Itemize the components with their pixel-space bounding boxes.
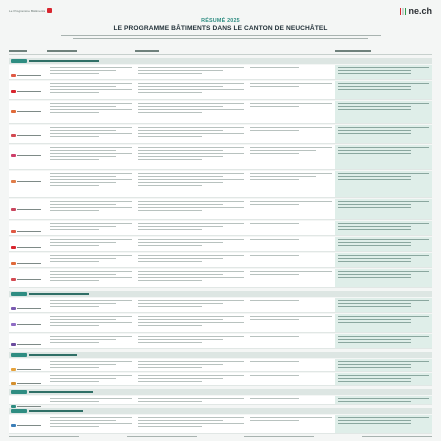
- canton-flag-icon: [400, 8, 407, 15]
- program-logo: [9, 8, 52, 13]
- table-row: [9, 221, 432, 236]
- measure-cell: [9, 125, 47, 143]
- subsidy-amount-cell: [335, 415, 432, 433]
- requirements-cell: [135, 314, 247, 332]
- table-header: [9, 48, 432, 55]
- table-row: [9, 237, 432, 252]
- conditions-cell: [47, 334, 135, 348]
- subsidy-amount-cell: [335, 359, 432, 371]
- requirements-cell: [135, 298, 247, 312]
- measure-code-badge: [11, 278, 16, 281]
- column-header-conditions: [47, 50, 135, 53]
- notes-cell: [247, 221, 335, 235]
- section-title: [29, 410, 83, 412]
- measure-cell: [9, 145, 47, 169]
- subsidy-amount-cell: [335, 65, 432, 79]
- table-row: [9, 199, 432, 220]
- measure-code-badge: [11, 110, 16, 113]
- requirements-cell: [135, 334, 247, 348]
- requirements-cell: [135, 359, 247, 371]
- section-header: [9, 58, 432, 64]
- section-header: [9, 408, 432, 414]
- notes-cell: [247, 269, 335, 287]
- table-row: [9, 415, 432, 434]
- table-row: [9, 269, 432, 288]
- section-header: [9, 291, 432, 297]
- notes-cell: [247, 253, 335, 267]
- column-header-measure: [9, 50, 47, 53]
- footer: [9, 436, 432, 437]
- requirements-cell: [135, 171, 247, 197]
- measure-code-badge: [11, 382, 16, 385]
- canton-logo: [400, 6, 432, 16]
- section-tag: [11, 59, 27, 63]
- conditions-cell: [47, 221, 135, 235]
- conditions-cell: [47, 253, 135, 267]
- requirements-cell: [135, 65, 247, 79]
- measure-cell: [9, 65, 47, 79]
- conditions-cell: [47, 145, 135, 169]
- conditions-cell: [47, 314, 135, 332]
- conditions-cell: [47, 81, 135, 99]
- measure-code-badge: [11, 343, 16, 346]
- requirements-cell: [135, 221, 247, 235]
- section-title: [29, 391, 93, 393]
- section-title: [29, 354, 77, 356]
- subsidy-amount-cell: [335, 314, 432, 332]
- measure-code-badge: [11, 307, 16, 310]
- requirements-cell: [135, 237, 247, 251]
- requirements-cell: [135, 253, 247, 267]
- notes-cell: [247, 65, 335, 79]
- section-title: [29, 60, 99, 62]
- measure-code-badge: [11, 230, 16, 233]
- measure-code-badge: [11, 368, 16, 371]
- requirements-cell: [135, 101, 247, 123]
- measure-code-badge: [11, 424, 16, 427]
- section-tag: [11, 390, 27, 394]
- table-row: [9, 101, 432, 124]
- section-header: [9, 389, 432, 395]
- canton-logo-text: ne.ch: [408, 6, 432, 16]
- measure-code-badge: [11, 74, 16, 77]
- conditions-cell: [47, 396, 135, 404]
- table-row: [9, 171, 432, 198]
- conditions-cell: [47, 237, 135, 251]
- table-row: [9, 253, 432, 268]
- measure-code-badge: [11, 208, 16, 211]
- subsidy-amount-cell: [335, 253, 432, 267]
- column-header-requirements: [135, 50, 247, 53]
- table-row: [9, 373, 432, 386]
- measure-cell: [9, 359, 47, 371]
- subsidy-amount-cell: [335, 221, 432, 235]
- measure-cell: [9, 298, 47, 312]
- measure-code-badge: [11, 134, 16, 137]
- page-subtitle: RÉSUMÉ 2025: [201, 18, 240, 24]
- table-row: [9, 334, 432, 349]
- requirements-cell: [135, 269, 247, 287]
- measure-code-badge: [11, 154, 16, 157]
- table-row: [9, 314, 432, 333]
- conditions-cell: [47, 415, 135, 433]
- conditions-cell: [47, 199, 135, 219]
- measure-cell: [9, 314, 47, 332]
- conditions-cell: [47, 373, 135, 385]
- table-row: [9, 145, 432, 170]
- subsidy-amount-cell: [335, 396, 432, 404]
- conditions-cell: [47, 269, 135, 287]
- measure-cell: [9, 334, 47, 348]
- notes-cell: [247, 314, 335, 332]
- measure-code-badge: [11, 323, 16, 326]
- conditions-cell: [47, 65, 135, 79]
- measure-cell: [9, 221, 47, 235]
- notes-cell: [247, 373, 335, 385]
- subsidy-amount-cell: [335, 373, 432, 385]
- subsidy-amount-cell: [335, 81, 432, 99]
- table-row: [9, 396, 432, 405]
- measure-cell: [9, 373, 47, 385]
- measure-code-badge: [11, 180, 16, 183]
- notes-cell: [247, 298, 335, 312]
- section-tag: [11, 409, 27, 413]
- table-row: [9, 65, 432, 80]
- measure-cell: [9, 269, 47, 287]
- table-row: [9, 359, 432, 372]
- measure-cell: [9, 253, 47, 267]
- conditions-cell: [47, 298, 135, 312]
- program-logo-text: Le Programme Bâtiments: [9, 8, 46, 13]
- measure-cell: [9, 199, 47, 219]
- section-title: [29, 293, 89, 295]
- measure-cell: [9, 396, 47, 404]
- notes-cell: [247, 125, 335, 143]
- notes-cell: [247, 334, 335, 348]
- intro-paragraph: [61, 35, 381, 43]
- notes-cell: [247, 199, 335, 219]
- notes-cell: [247, 171, 335, 197]
- measure-cell: [9, 237, 47, 251]
- program-logo-mark: [47, 8, 52, 13]
- notes-cell: [247, 396, 335, 404]
- requirements-cell: [135, 373, 247, 385]
- section-tag: [11, 292, 27, 296]
- subsidy-amount-cell: [335, 171, 432, 197]
- measure-cell: [9, 171, 47, 197]
- conditions-cell: [47, 125, 135, 143]
- requirements-cell: [135, 396, 247, 404]
- requirements-cell: [135, 199, 247, 219]
- notes-cell: [247, 101, 335, 123]
- subsidy-amount-cell: [335, 298, 432, 312]
- conditions-cell: [47, 359, 135, 371]
- notes-cell: [247, 359, 335, 371]
- subsidy-amount-cell: [335, 237, 432, 251]
- subsidy-amount-cell: [335, 125, 432, 143]
- measure-cell: [9, 81, 47, 99]
- measure-code-badge: [11, 405, 16, 408]
- title-block: [9, 18, 432, 32]
- notes-cell: [247, 81, 335, 99]
- measure-cell: [9, 415, 47, 433]
- notes-cell: [247, 415, 335, 433]
- requirements-cell: [135, 415, 247, 433]
- subsidy-amount-cell: [335, 269, 432, 287]
- requirements-cell: [135, 145, 247, 169]
- notes-cell: [247, 145, 335, 169]
- requirements-cell: [135, 125, 247, 143]
- requirements-cell: [135, 81, 247, 99]
- notes-cell: [247, 237, 335, 251]
- measure-code-badge: [11, 262, 16, 265]
- page-title: LE PROGRAMME BÂTIMENTS DANS LE CANTON DE NEUCHÂTEL: [113, 25, 328, 32]
- section-tag: [11, 353, 27, 357]
- subsidy-amount-cell: [335, 145, 432, 169]
- conditions-cell: [47, 101, 135, 123]
- conditions-cell: [47, 171, 135, 197]
- measures-table: [9, 58, 432, 434]
- table-row: [9, 125, 432, 144]
- measure-code-badge: [11, 246, 16, 249]
- table-row: [9, 81, 432, 100]
- subsidy-amount-cell: [335, 334, 432, 348]
- measure-code-badge: [11, 90, 16, 93]
- section-header: [9, 352, 432, 358]
- subsidy-amount-cell: [335, 101, 432, 123]
- measure-cell: [9, 101, 47, 123]
- subsidy-amount-cell: [335, 199, 432, 219]
- column-header-amount: [335, 50, 432, 53]
- table-row: [9, 298, 432, 313]
